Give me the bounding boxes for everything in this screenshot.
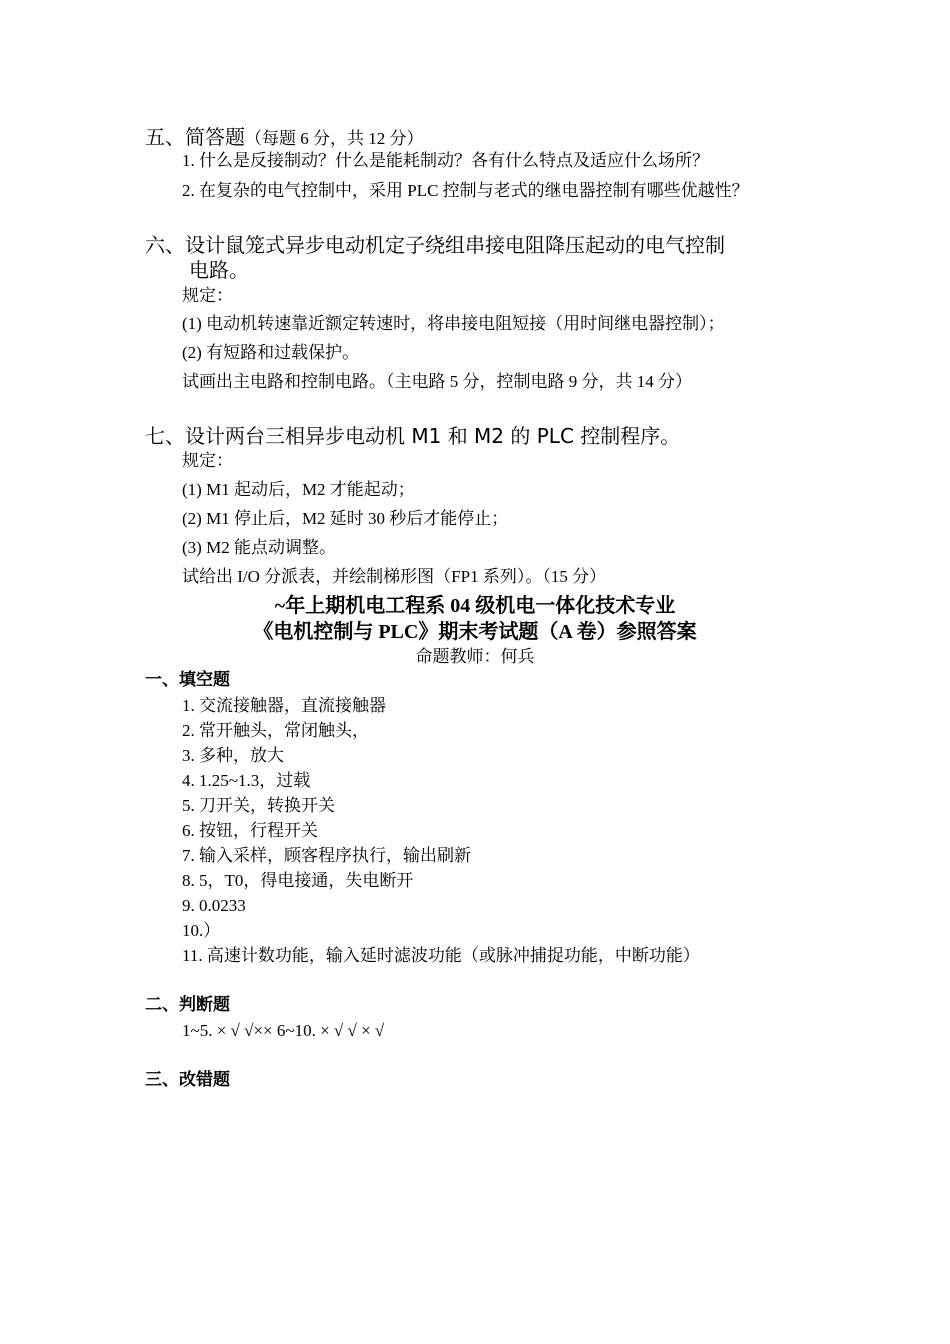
section6-requirement-label: 规定：: [182, 286, 233, 305]
answer-key-title-line2: 《电机控制与 PLC》期末考试题（A 卷）参照答案: [253, 621, 697, 643]
answer-key-author: 命题教师：何兵: [415, 647, 535, 666]
section7-instruction: 试给出 I/O 分派表，并绘制梯形图（FP1 系列）。（15 分）: [182, 567, 607, 586]
fill-blank-answer-11: 11. 高速计数功能，输入延时滤波功能（或脉冲捕捉功能，中断功能）: [182, 946, 700, 965]
fill-blank-answer-2: 2. 常开触头，常闭触头，: [182, 721, 369, 740]
section6-requirement-1: (1) 电动机转速靠近额定转速时，将串接电阻短接（用时间继电器控制）；: [182, 314, 725, 333]
section7-requirement-3: (3) M2 能点动调整。: [182, 538, 336, 557]
answer-key-title-line1: ~年上期机电工程系 04 级机电一体化技术专业: [274, 595, 676, 617]
true-false-answers: 1~5. × √ √×× 6~10. × √ √ × √: [182, 1021, 385, 1040]
section6-title-line1: 六、设计鼠笼式异步电动机定子绕组串接电阻降压起动的电气控制: [145, 233, 725, 257]
fill-blank-answer-8: 8. 5，T0，得电接通，失电断开: [182, 871, 414, 890]
section5-heading: [145, 127, 424, 147]
section6-title-line2: 电路。: [189, 258, 249, 282]
true-false-heading: 二、判断题: [145, 995, 230, 1015]
fill-blank-answer-5: 5. 刀开关，转换开关: [182, 796, 335, 815]
fill-blank-answer-3: 3. 多种，放大: [182, 746, 284, 765]
section6-requirement-2: (2) 有短路和过载保护。: [182, 343, 360, 362]
section5-question-2: 2. 在复杂的电气控制中，采用 PLC 控制与老式的继电器控制有哪些优越性？: [182, 181, 749, 200]
fill-blank-answer-1: 1. 交流接触器，直流接触器: [182, 696, 386, 715]
fill-blank-answer-4: 4. 1.25~1.3，过载: [182, 771, 311, 790]
fill-blank-answer-9: 9. 0.0233: [182, 896, 246, 915]
fill-blank-heading: 一、填空题: [145, 670, 230, 690]
section5-title: 五、简答题: [145, 125, 245, 149]
fill-blank-answer-6: 6. 按钮，行程开关: [182, 821, 318, 840]
section7-requirement-2: (2) M1 停止后，M2 延时 30 秒后才能停止；: [182, 509, 509, 528]
fill-blank-answer-7: 7. 输入采样，顾客程序执行，输出刷新: [182, 846, 471, 865]
correction-heading: 三、改错题: [145, 1070, 230, 1090]
section7-requirement-1: (1) M1 起动后，M2 才能起动；: [182, 480, 415, 499]
fill-blank-answer-10: 10.）: [182, 921, 221, 940]
section5-question-1: 1. 什么是反接制动？什么是能耗制动？各有什么特点及适应什么场所？: [182, 151, 709, 170]
section7-requirement-label: 规定：: [182, 451, 233, 470]
section6-instruction: 试画出主电路和控制电路。（主电路 5 分，控制电路 9 分，共 14 分）: [182, 372, 692, 391]
section7-title: 七、设计两台三相异步电动机 M1 和 M2 的 PLC 控制程序。: [145, 424, 681, 448]
section5-score-note: （每题 6 分，共 12 分）: [245, 129, 424, 148]
